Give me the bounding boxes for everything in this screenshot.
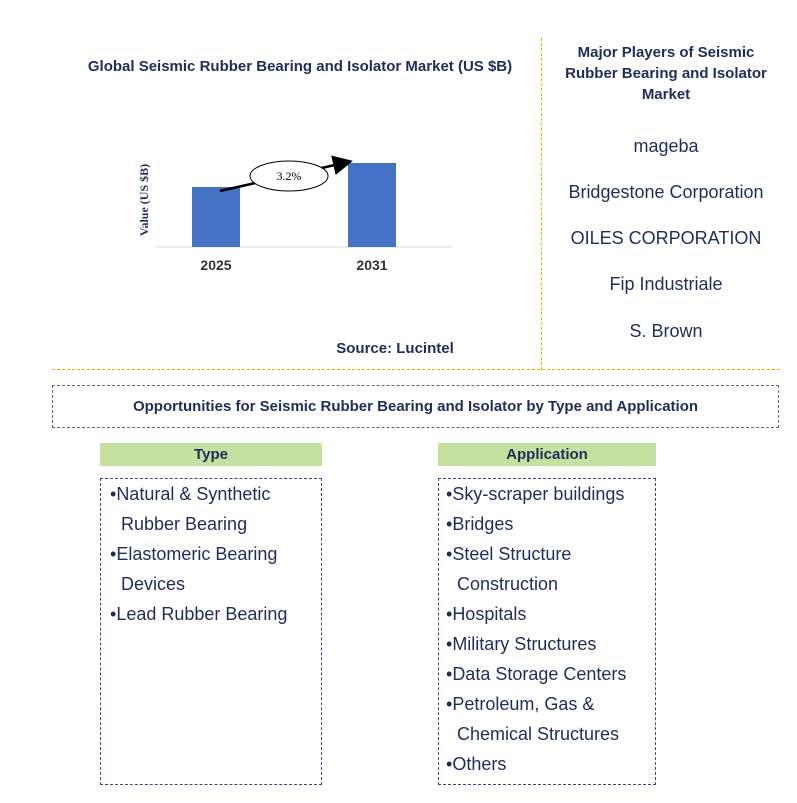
source-note: Source: Lucintel bbox=[336, 340, 454, 357]
type-header: Type bbox=[100, 443, 322, 466]
list-item: • Bridges bbox=[443, 509, 651, 539]
growth-annotation: 3.2% bbox=[276, 169, 302, 183]
application-list-box bbox=[438, 478, 656, 785]
list-item: • Others bbox=[443, 749, 651, 779]
list-item: • Petroleum, Gas & Chemical Structures bbox=[443, 689, 651, 749]
player-name: OILES CORPORATION bbox=[570, 228, 762, 248]
list-item: • Hospitals bbox=[443, 599, 651, 629]
list-item: • Elastomeric Bearing Devices bbox=[107, 539, 315, 599]
bar-2031 bbox=[348, 163, 396, 247]
opportunities-title: Opportunities for Seismic Rubber Bearing and Isolator by Type and Application bbox=[132, 398, 699, 415]
list-item: • Steel Structure Construction bbox=[443, 539, 651, 599]
list-item: • Data Storage Centers bbox=[443, 659, 651, 689]
y-axis-label: Value (US $B) bbox=[137, 163, 151, 237]
application-header: Application bbox=[438, 443, 656, 466]
bar-2025 bbox=[192, 187, 240, 247]
x-tick-label: 2025 bbox=[200, 257, 232, 273]
horizontal-divider bbox=[52, 369, 780, 370]
list-item: • Military Structures bbox=[443, 629, 651, 659]
player-name: mageba bbox=[633, 136, 699, 156]
players-heading: Major Players of Seismic Rubber Bearing and Isolator Market bbox=[565, 44, 767, 103]
player-name: S. Brown bbox=[629, 321, 703, 341]
list-item: • Natural & Synthetic Rubber Bearing bbox=[107, 479, 315, 539]
list-item: • Sky-scraper buildings bbox=[443, 479, 651, 509]
type-list-box bbox=[100, 478, 322, 785]
player-name: Fip Industriale bbox=[609, 274, 723, 294]
chart-title: Global Seismic Rubber Bearing and Isolator Market (US $B) bbox=[87, 58, 513, 75]
x-tick-label: 2031 bbox=[356, 257, 388, 273]
list-item: • Lead Rubber Bearing bbox=[107, 599, 315, 629]
player-name: Bridgestone Corporation bbox=[568, 182, 764, 202]
bar-chart bbox=[120, 140, 460, 280]
vertical-divider bbox=[541, 38, 542, 370]
opportunities-title-box bbox=[52, 385, 779, 428]
